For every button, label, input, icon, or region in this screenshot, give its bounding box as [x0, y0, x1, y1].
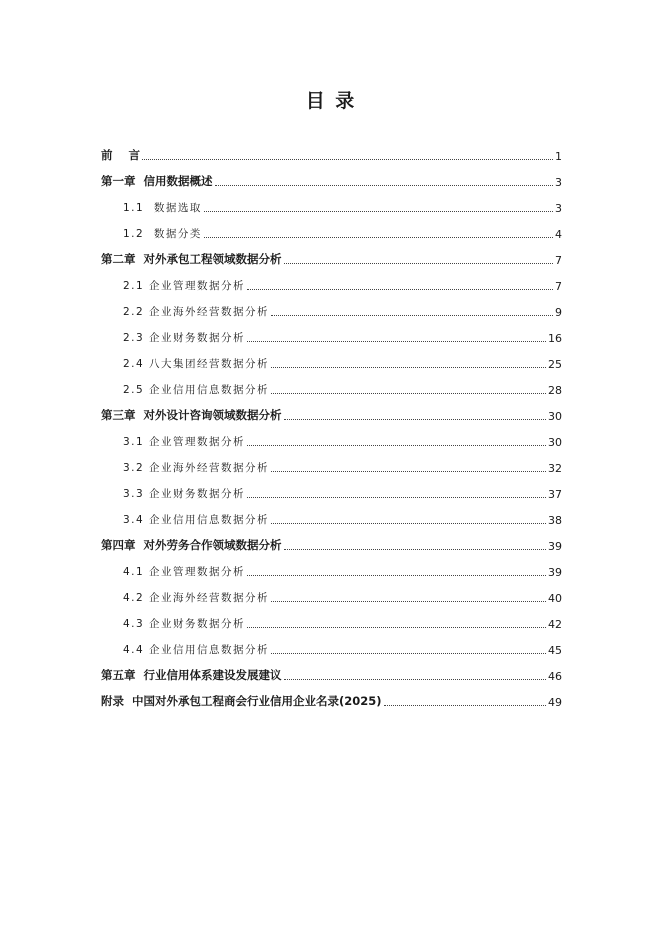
- toc-page-number: 7: [555, 254, 562, 267]
- toc-dot-leader: [204, 237, 553, 238]
- toc-section-entry[interactable]: [101, 558, 562, 584]
- toc-entry-label: 4.4 企业信用信息数据分析: [123, 644, 270, 656]
- toc-section-entry[interactable]: [101, 454, 562, 480]
- toc-page-number: 28: [548, 384, 562, 397]
- toc-entry-label: 2.2 企业海外经营数据分析: [123, 306, 270, 318]
- toc-chapter-entry[interactable]: [101, 532, 562, 558]
- toc-page-number: 16: [548, 332, 562, 345]
- toc-entry-label: 4.3 企业财务数据分析: [123, 618, 246, 630]
- toc-page-number: 30: [548, 436, 562, 449]
- toc-entry-label: 第四章 对外劳务合作领域数据分析: [101, 538, 282, 552]
- toc-dot-leader: [271, 523, 546, 524]
- toc-entry-label: 4.2 企业海外经营数据分析: [123, 592, 270, 604]
- toc-page-number: 30: [548, 410, 562, 423]
- toc-dot-leader: [284, 419, 546, 420]
- toc-dot-leader: [384, 705, 546, 706]
- toc-entry-label: 3.2 企业海外经营数据分析: [123, 462, 270, 474]
- toc-dot-leader: [142, 159, 553, 160]
- toc-dot-leader: [271, 315, 553, 316]
- toc-chapter-entry[interactable]: [101, 402, 562, 428]
- toc-entry-label: 1.2 数据分类: [123, 228, 202, 240]
- toc-page-number: 38: [548, 514, 562, 527]
- toc-page-number: 40: [548, 592, 562, 605]
- toc-dot-leader: [215, 185, 553, 186]
- toc-section-entry[interactable]: [101, 298, 562, 324]
- toc-entry-label: 2.1 企业管理数据分析: [123, 280, 246, 292]
- toc-entry-label: 3.4 企业信用信息数据分析: [123, 514, 270, 526]
- toc-page-number: 1: [555, 150, 562, 163]
- toc-page-number: 9: [555, 306, 562, 319]
- toc-page-number: 49: [548, 696, 562, 709]
- toc-dot-leader: [271, 471, 546, 472]
- toc-section-entry[interactable]: [101, 428, 562, 454]
- toc-section-entry[interactable]: [101, 636, 562, 662]
- toc-entry-label: 1.1 数据选取: [123, 202, 202, 214]
- toc-entry-label: 第三章 对外设计咨询领域数据分析: [101, 408, 282, 422]
- toc-dot-leader: [247, 445, 546, 446]
- toc-dot-leader: [247, 627, 546, 628]
- toc-section-entry[interactable]: [101, 506, 562, 532]
- toc-dot-leader: [284, 549, 546, 550]
- toc-dot-leader: [271, 653, 546, 654]
- toc-chapter-entry[interactable]: [101, 662, 562, 688]
- toc-section-entry[interactable]: [101, 610, 562, 636]
- toc-page-number: 46: [548, 670, 562, 683]
- toc-page-number: 42: [548, 618, 562, 631]
- toc-list: [101, 142, 562, 714]
- toc-dot-leader: [247, 575, 546, 576]
- toc-section-entry[interactable]: [101, 480, 562, 506]
- toc-page-number: 25: [548, 358, 562, 371]
- toc-dot-leader: [271, 601, 546, 602]
- toc-entry-label: 3.1 企业管理数据分析: [123, 436, 246, 448]
- toc-section-entry[interactable]: [101, 272, 562, 298]
- toc-dot-leader: [247, 289, 553, 290]
- toc-dot-leader: [284, 679, 546, 680]
- toc-page-number: 45: [548, 644, 562, 657]
- toc-page-number: 37: [548, 488, 562, 501]
- toc-page-number: 32: [548, 462, 562, 475]
- toc-page-number: 3: [555, 176, 562, 189]
- toc-entry-label: 第一章 信用数据概述: [101, 174, 213, 188]
- toc-entry-label: 第五章 行业信用体系建设发展建议: [101, 668, 282, 682]
- toc-entry-label: 4.1 企业管理数据分析: [123, 566, 246, 578]
- toc-page-number: 39: [548, 566, 562, 579]
- toc-section-entry[interactable]: [101, 220, 562, 246]
- toc-entry-label: 3.3 企业财务数据分析: [123, 488, 246, 500]
- toc-dot-leader: [204, 211, 553, 212]
- toc-entry-label: 2.4 八大集团经营数据分析: [123, 358, 270, 370]
- toc-page-number: 3: [555, 202, 562, 215]
- page-title: 目 录: [305, 90, 357, 112]
- toc-dot-leader: [271, 393, 546, 394]
- toc-dot-leader: [247, 497, 546, 498]
- toc-entry-label: 第二章 对外承包工程领域数据分析: [101, 252, 282, 266]
- toc-section-entry[interactable]: [101, 376, 562, 402]
- toc-page-number: 4: [555, 228, 562, 241]
- toc-dot-leader: [284, 263, 553, 264]
- toc-chapter-entry[interactable]: [101, 246, 562, 272]
- toc-dot-leader: [247, 341, 546, 342]
- toc-entry-label: 2.3 企业财务数据分析: [123, 332, 246, 344]
- toc-chapter-entry[interactable]: [101, 142, 562, 168]
- toc-page-number: 7: [555, 280, 562, 293]
- toc-entry-label: 2.5 企业信用信息数据分析: [123, 384, 270, 396]
- toc-section-entry[interactable]: [101, 324, 562, 350]
- toc-section-entry[interactable]: [101, 350, 562, 376]
- toc-dot-leader: [271, 367, 546, 368]
- toc-chapter-entry[interactable]: [101, 168, 562, 194]
- toc-section-entry[interactable]: [101, 584, 562, 610]
- toc-chapter-entry[interactable]: [101, 688, 562, 714]
- toc-entry-label: 前 言: [101, 148, 141, 162]
- toc-section-entry[interactable]: [101, 194, 562, 220]
- toc-page-number: 39: [548, 540, 562, 553]
- toc-entry-label: 附录 中国对外承包工程商会行业信用企业名录(2025): [101, 694, 382, 708]
